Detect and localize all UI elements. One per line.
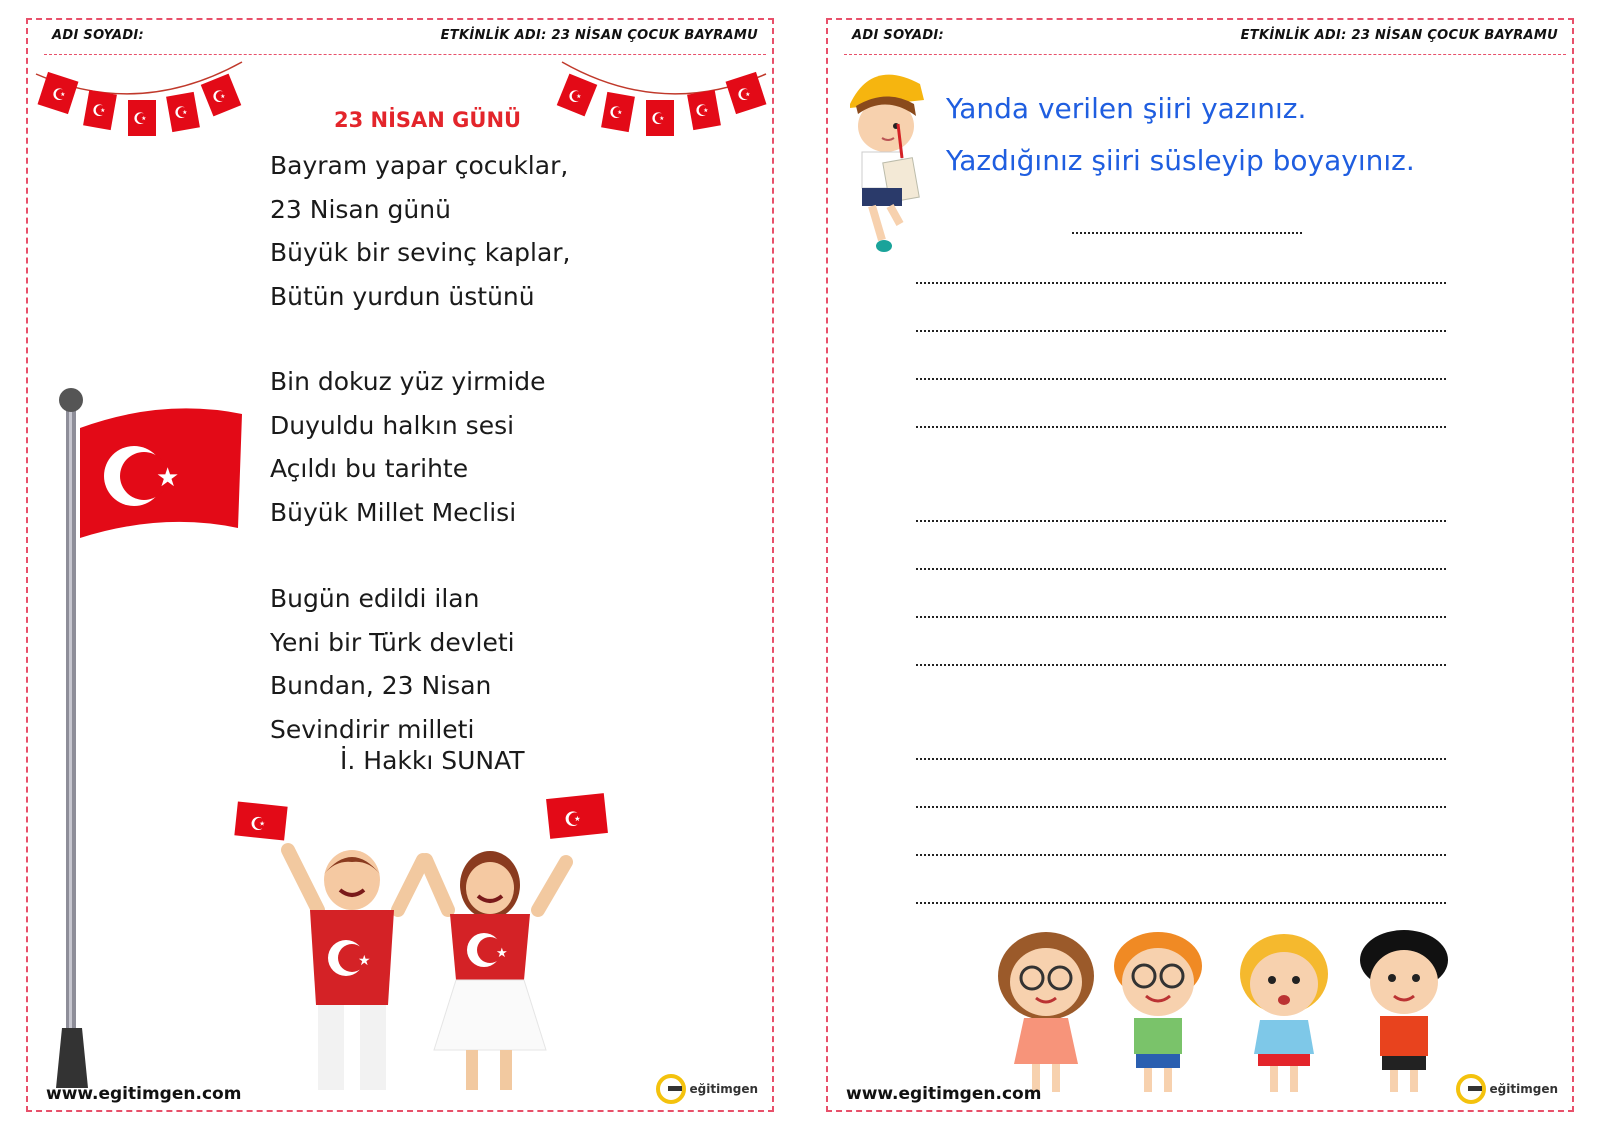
title-writing-line[interactable] [1072, 232, 1302, 234]
footer-website[interactable]: www.egitimgen.com [846, 1084, 1042, 1104]
svg-text:☪: ☪ [92, 101, 107, 120]
name-label: ADI SOYADI: [52, 28, 145, 43]
svg-text:☪: ☪ [52, 85, 67, 104]
activity-title: ETKİNLİK ADI: 23 NİSAN ÇOCUK BAYRAMU [1240, 28, 1558, 43]
instruction-decorate: Yazdığınız şiiri süsleyip boyayınız. [946, 144, 1415, 177]
flag-bunting-left-icon [34, 54, 254, 144]
svg-text:★: ★ [358, 953, 371, 969]
writing-line[interactable] [916, 616, 1446, 618]
writing-line[interactable] [916, 664, 1446, 666]
poem-line: Bugün edildi ilan [270, 584, 480, 613]
worksheet-page-poem [26, 18, 774, 1112]
instruction-write: Yanda verilen şiiri yazınız. [946, 92, 1307, 125]
footer-website[interactable]: www.egitimgen.com [46, 1084, 242, 1104]
turkish-flag-pole-icon [52, 388, 252, 1088]
svg-text:☪: ☪ [212, 87, 227, 106]
header-divider [844, 54, 1566, 55]
egitimgen-logo [1456, 1074, 1558, 1104]
poem-line: Sevindirir milleti [270, 714, 475, 744]
poem-title: 23 NİSAN GÜNÜ [334, 108, 522, 132]
writing-line[interactable] [916, 426, 1446, 428]
writing-line[interactable] [916, 854, 1446, 856]
poem-line: Büyük bir sevinç kaplar, [270, 238, 571, 267]
poem-line: 23 Nisan günü [270, 194, 451, 224]
writing-line[interactable] [916, 378, 1446, 380]
logo-text: eğitimgen [689, 1082, 758, 1096]
child-writing-icon [842, 64, 938, 254]
egitimgen-logo-icon [1456, 1074, 1486, 1104]
poem-line: Büyük Millet Meclisi [270, 497, 517, 527]
svg-text:☪: ☪ [609, 103, 624, 122]
poem-author: İ. Hakkı SUNAT [340, 746, 525, 775]
svg-text:☪: ☪ [695, 101, 710, 120]
writing-line[interactable] [916, 902, 1446, 904]
svg-text:★: ★ [496, 946, 508, 961]
flag-bunting-right-icon [552, 54, 772, 144]
writing-line[interactable] [916, 806, 1446, 808]
stanza-2 [270, 360, 546, 534]
writing-line[interactable] [916, 282, 1446, 284]
logo-text: eğitimgen [1489, 1082, 1558, 1096]
svg-text:☪: ☪ [174, 103, 189, 122]
writing-line[interactable] [916, 330, 1446, 332]
poem-line: Açıldı bu tarihte [270, 454, 469, 483]
poem-line: Bayram yapar çocuklar, [270, 151, 569, 180]
stanza-3 [270, 577, 515, 751]
writing-line[interactable] [916, 568, 1446, 570]
svg-text:☪: ☪ [651, 109, 666, 128]
writing-line[interactable] [916, 758, 1446, 760]
writing-line[interactable] [916, 520, 1446, 522]
svg-text:☪: ☪ [737, 85, 752, 104]
poem-line: Bin dokuz yüz yirmide [270, 367, 546, 396]
activity-title: ETKİNLİK ADI: 23 NİSAN ÇOCUK BAYRAMU [440, 28, 758, 43]
egitimgen-logo [656, 1074, 758, 1104]
poem-line: Bütün yurdun üstünü [270, 281, 535, 311]
poem-line: Duyuldu halkın sesi [270, 410, 515, 440]
svg-text:☪: ☪ [564, 807, 582, 831]
worksheet-page-writing [826, 18, 1574, 1112]
poem-line: Yeni bir Türk devleti [270, 627, 515, 657]
svg-text:☪: ☪ [568, 87, 583, 106]
stanza-1 [270, 144, 571, 318]
svg-text:☪: ☪ [133, 109, 148, 128]
name-label: ADI SOYADI: [852, 28, 945, 43]
four-children-icon [996, 926, 1456, 1094]
children-with-flags-icon [228, 790, 618, 1090]
svg-text:★: ★ [156, 463, 180, 493]
egitimgen-logo-icon [656, 1074, 686, 1104]
poem-line: Bundan, 23 Nisan [270, 671, 492, 700]
svg-text:☪: ☪ [250, 814, 267, 835]
